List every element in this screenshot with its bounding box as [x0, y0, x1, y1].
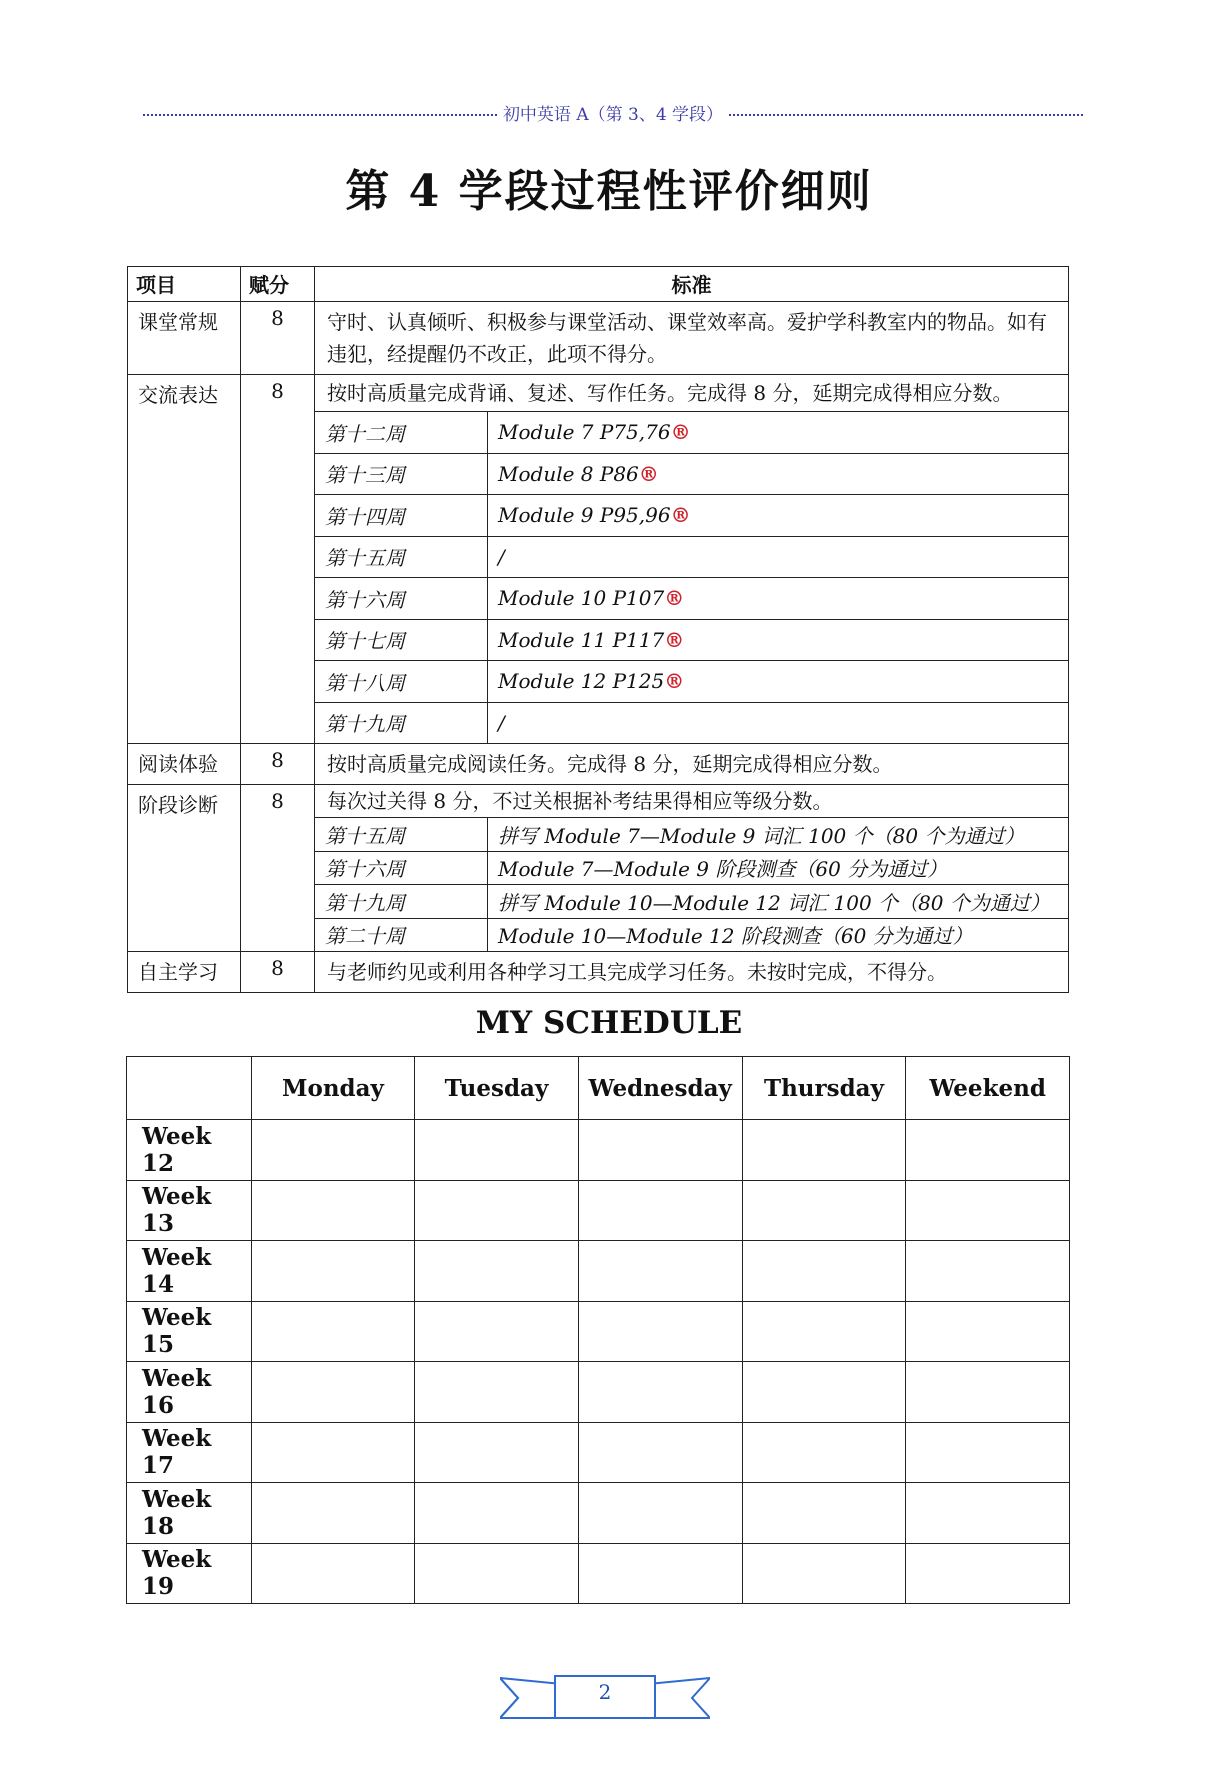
evaluation-rubric-table: [127, 266, 1069, 993]
schedule-cell[interactable]: [742, 1422, 906, 1483]
schedule-cell[interactable]: [578, 1120, 742, 1181]
week-label: Week 19: [127, 1543, 252, 1604]
week-label: 第十八周: [315, 661, 488, 703]
item-score: 8: [241, 744, 315, 785]
recite-mark-icon: ®: [664, 586, 685, 611]
schedule-cell[interactable]: [578, 1241, 742, 1302]
week-row: [315, 851, 1068, 885]
week-label: 第十二周: [315, 412, 488, 454]
schedule-cell[interactable]: [251, 1483, 415, 1544]
header-criteria: 标准: [315, 267, 1069, 302]
schedule-cell[interactable]: [251, 1180, 415, 1241]
schedule-cell[interactable]: [251, 1120, 415, 1181]
recite-mark-icon: ®: [664, 669, 685, 694]
schedule-row: [127, 1422, 1070, 1483]
week-row: [315, 536, 1068, 578]
schedule-cell[interactable]: [906, 1241, 1070, 1302]
schedule-cell[interactable]: [578, 1422, 742, 1483]
schedule-row: [127, 1362, 1070, 1423]
schedule-cell[interactable]: [742, 1241, 906, 1302]
recite-mark-icon: ®: [638, 461, 659, 486]
schedule-cell[interactable]: [742, 1483, 906, 1544]
item-criteria: 每次过关得 8 分，不过关根据补考结果得相应等级分数。: [327, 789, 833, 813]
week-label: 第十三周: [315, 453, 488, 495]
item-label: 课堂常规: [128, 302, 241, 375]
schedule-cell[interactable]: [578, 1301, 742, 1362]
week-label: 第十六周: [315, 578, 488, 620]
item-criteria: 与老师约见或利用各种学习工具完成学习任务。未按时完成，不得分。: [315, 952, 1069, 993]
week-row: [315, 412, 1068, 454]
schedule-row: [127, 1301, 1070, 1362]
schedule-cell[interactable]: [415, 1422, 579, 1483]
diagnosis-week-table: [315, 817, 1068, 951]
week-label: 第十九周: [315, 702, 488, 743]
item-label: 交流表达: [128, 375, 241, 744]
week-task: Module 8 P86®: [488, 453, 1069, 495]
recite-mark-icon: ®: [664, 627, 685, 652]
week-row: [315, 885, 1068, 919]
schedule-row: [127, 1120, 1070, 1181]
schedule-cell[interactable]: [906, 1543, 1070, 1604]
schedule-cell[interactable]: [906, 1483, 1070, 1544]
schedule-title: MY SCHEDULE: [475, 1005, 743, 1041]
week-label: Week 15: [127, 1301, 252, 1362]
day-header: Tuesday: [415, 1057, 579, 1120]
week-label: 第十九周: [315, 885, 488, 919]
rubric-row-classroom: [128, 302, 1069, 375]
day-header: Thursday: [742, 1057, 906, 1120]
item-criteria: 按时高质量完成阅读任务。完成得 8 分，延期完成得相应分数。: [315, 744, 1069, 785]
recite-mark-icon: ®: [670, 420, 691, 445]
week-task: 拼写 Module 7—Module 9 词汇 100 个（80 个为通过）: [488, 818, 1069, 852]
week-row: [315, 619, 1068, 661]
running-title: 初中英语 A（第 3、4 学段）: [502, 105, 724, 125]
schedule-cell[interactable]: [742, 1362, 906, 1423]
schedule-cell[interactable]: [742, 1543, 906, 1604]
schedule-cell[interactable]: [578, 1180, 742, 1241]
schedule-cell[interactable]: [415, 1362, 579, 1423]
week-task: Module 10—Module 12 阶段测查（60 分为通过）: [488, 918, 1069, 951]
week-label: Week 13: [127, 1180, 252, 1241]
week-task: 拼写 Module 10—Module 12 词汇 100 个（80 个为通过）: [488, 885, 1069, 919]
page-title: 第 4 学段过程性评价细则: [345, 166, 873, 217]
schedule-cell[interactable]: [578, 1543, 742, 1604]
header-dots-left: [143, 114, 497, 116]
schedule-cell[interactable]: [742, 1180, 906, 1241]
schedule-cell[interactable]: [251, 1422, 415, 1483]
week-label: Week 12: [127, 1120, 252, 1181]
schedule-cell[interactable]: [251, 1543, 415, 1604]
item-criteria: 按时高质量完成背诵、复述、写作任务。完成得 8 分，延期完成得相应分数。: [327, 381, 1013, 405]
schedule-cell[interactable]: [251, 1241, 415, 1302]
week-label: Week 17: [127, 1422, 252, 1483]
item-score: 8: [241, 375, 315, 744]
day-header: Wednesday: [578, 1057, 742, 1120]
schedule-cell[interactable]: [415, 1483, 579, 1544]
schedule-row: [127, 1543, 1070, 1604]
item-label: 自主学习: [128, 952, 241, 993]
week-task: /: [488, 536, 1069, 578]
week-row: [315, 702, 1068, 743]
schedule-cell[interactable]: [742, 1301, 906, 1362]
week-row: [315, 453, 1068, 495]
schedule-cell[interactable]: [415, 1241, 579, 1302]
schedule-cell[interactable]: [906, 1180, 1070, 1241]
item-score: 8: [241, 302, 315, 375]
schedule-row: [127, 1180, 1070, 1241]
schedule-cell[interactable]: [906, 1301, 1070, 1362]
week-task: Module 10 P107®: [488, 578, 1069, 620]
week-label: 第十五周: [315, 818, 488, 852]
header-dots-right: [729, 114, 1083, 116]
week-task: Module 12 P125®: [488, 661, 1069, 703]
schedule-cell[interactable]: [906, 1120, 1070, 1181]
week-row: [315, 661, 1068, 703]
schedule-cell[interactable]: [415, 1301, 579, 1362]
week-task: Module 7—Module 9 阶段测查（60 分为通过）: [488, 851, 1069, 885]
schedule-cell[interactable]: [906, 1422, 1070, 1483]
page-number: 2: [598, 1680, 612, 1704]
week-label: Week 16: [127, 1362, 252, 1423]
week-label: 第十七周: [315, 619, 488, 661]
item-label: 阅读体验: [128, 744, 241, 785]
schedule-cell[interactable]: [578, 1362, 742, 1423]
week-task: Module 9 P95,96®: [488, 495, 1069, 537]
item-criteria: 守时、认真倾听、积极参与课堂活动、课堂效率高。爱护学科教室内的物品。如有违犯，经提醒仍不改正，此项不得分。: [315, 302, 1069, 375]
schedule-cell[interactable]: [742, 1120, 906, 1181]
schedule-cell[interactable]: [415, 1120, 579, 1181]
week-row: [315, 918, 1068, 951]
week-task: Module 7 P75,76®: [488, 412, 1069, 454]
day-header: Weekend: [906, 1057, 1070, 1120]
schedule-row: [127, 1241, 1070, 1302]
item-criteria-block: [315, 375, 1069, 744]
recite-mark-icon: ®: [670, 503, 691, 528]
week-row: [315, 495, 1068, 537]
header-item: 项目: [128, 267, 241, 302]
week-label: 第二十周: [315, 918, 488, 951]
schedule-cell[interactable]: [415, 1543, 579, 1604]
schedule-header-row: [127, 1057, 1070, 1120]
day-header: Monday: [251, 1057, 415, 1120]
week-task: /: [488, 702, 1069, 743]
schedule-row: [127, 1483, 1070, 1544]
week-row: [315, 578, 1068, 620]
rubric-header-row: [128, 267, 1069, 302]
header-score: 赋分: [241, 267, 315, 302]
week-label: Week 18: [127, 1483, 252, 1544]
week-label: 第十五周: [315, 536, 488, 578]
rubric-row-reading: [128, 744, 1069, 785]
week-row: [315, 818, 1068, 852]
item-score: 8: [241, 785, 315, 952]
rubric-row-selfstudy: [128, 952, 1069, 993]
schedule-cell[interactable]: [415, 1180, 579, 1241]
expression-week-table: [315, 411, 1068, 743]
schedule-cell[interactable]: [578, 1483, 742, 1544]
week-task: Module 11 P117®: [488, 619, 1069, 661]
week-label: 第十四周: [315, 495, 488, 537]
schedule-cell[interactable]: [906, 1362, 1070, 1423]
item-label: 阶段诊断: [128, 785, 241, 952]
schedule-corner-cell: [127, 1057, 252, 1120]
week-label: Week 14: [127, 1241, 252, 1302]
rubric-row-diagnosis: [128, 785, 1069, 952]
item-score: 8: [241, 952, 315, 993]
schedule-cell[interactable]: [251, 1301, 415, 1362]
week-label: 第十六周: [315, 851, 488, 885]
schedule-table: [126, 1056, 1070, 1604]
item-criteria-block: [315, 785, 1069, 952]
running-header: [143, 100, 1083, 125]
rubric-row-expression: [128, 375, 1069, 744]
schedule-cell[interactable]: [251, 1362, 415, 1423]
